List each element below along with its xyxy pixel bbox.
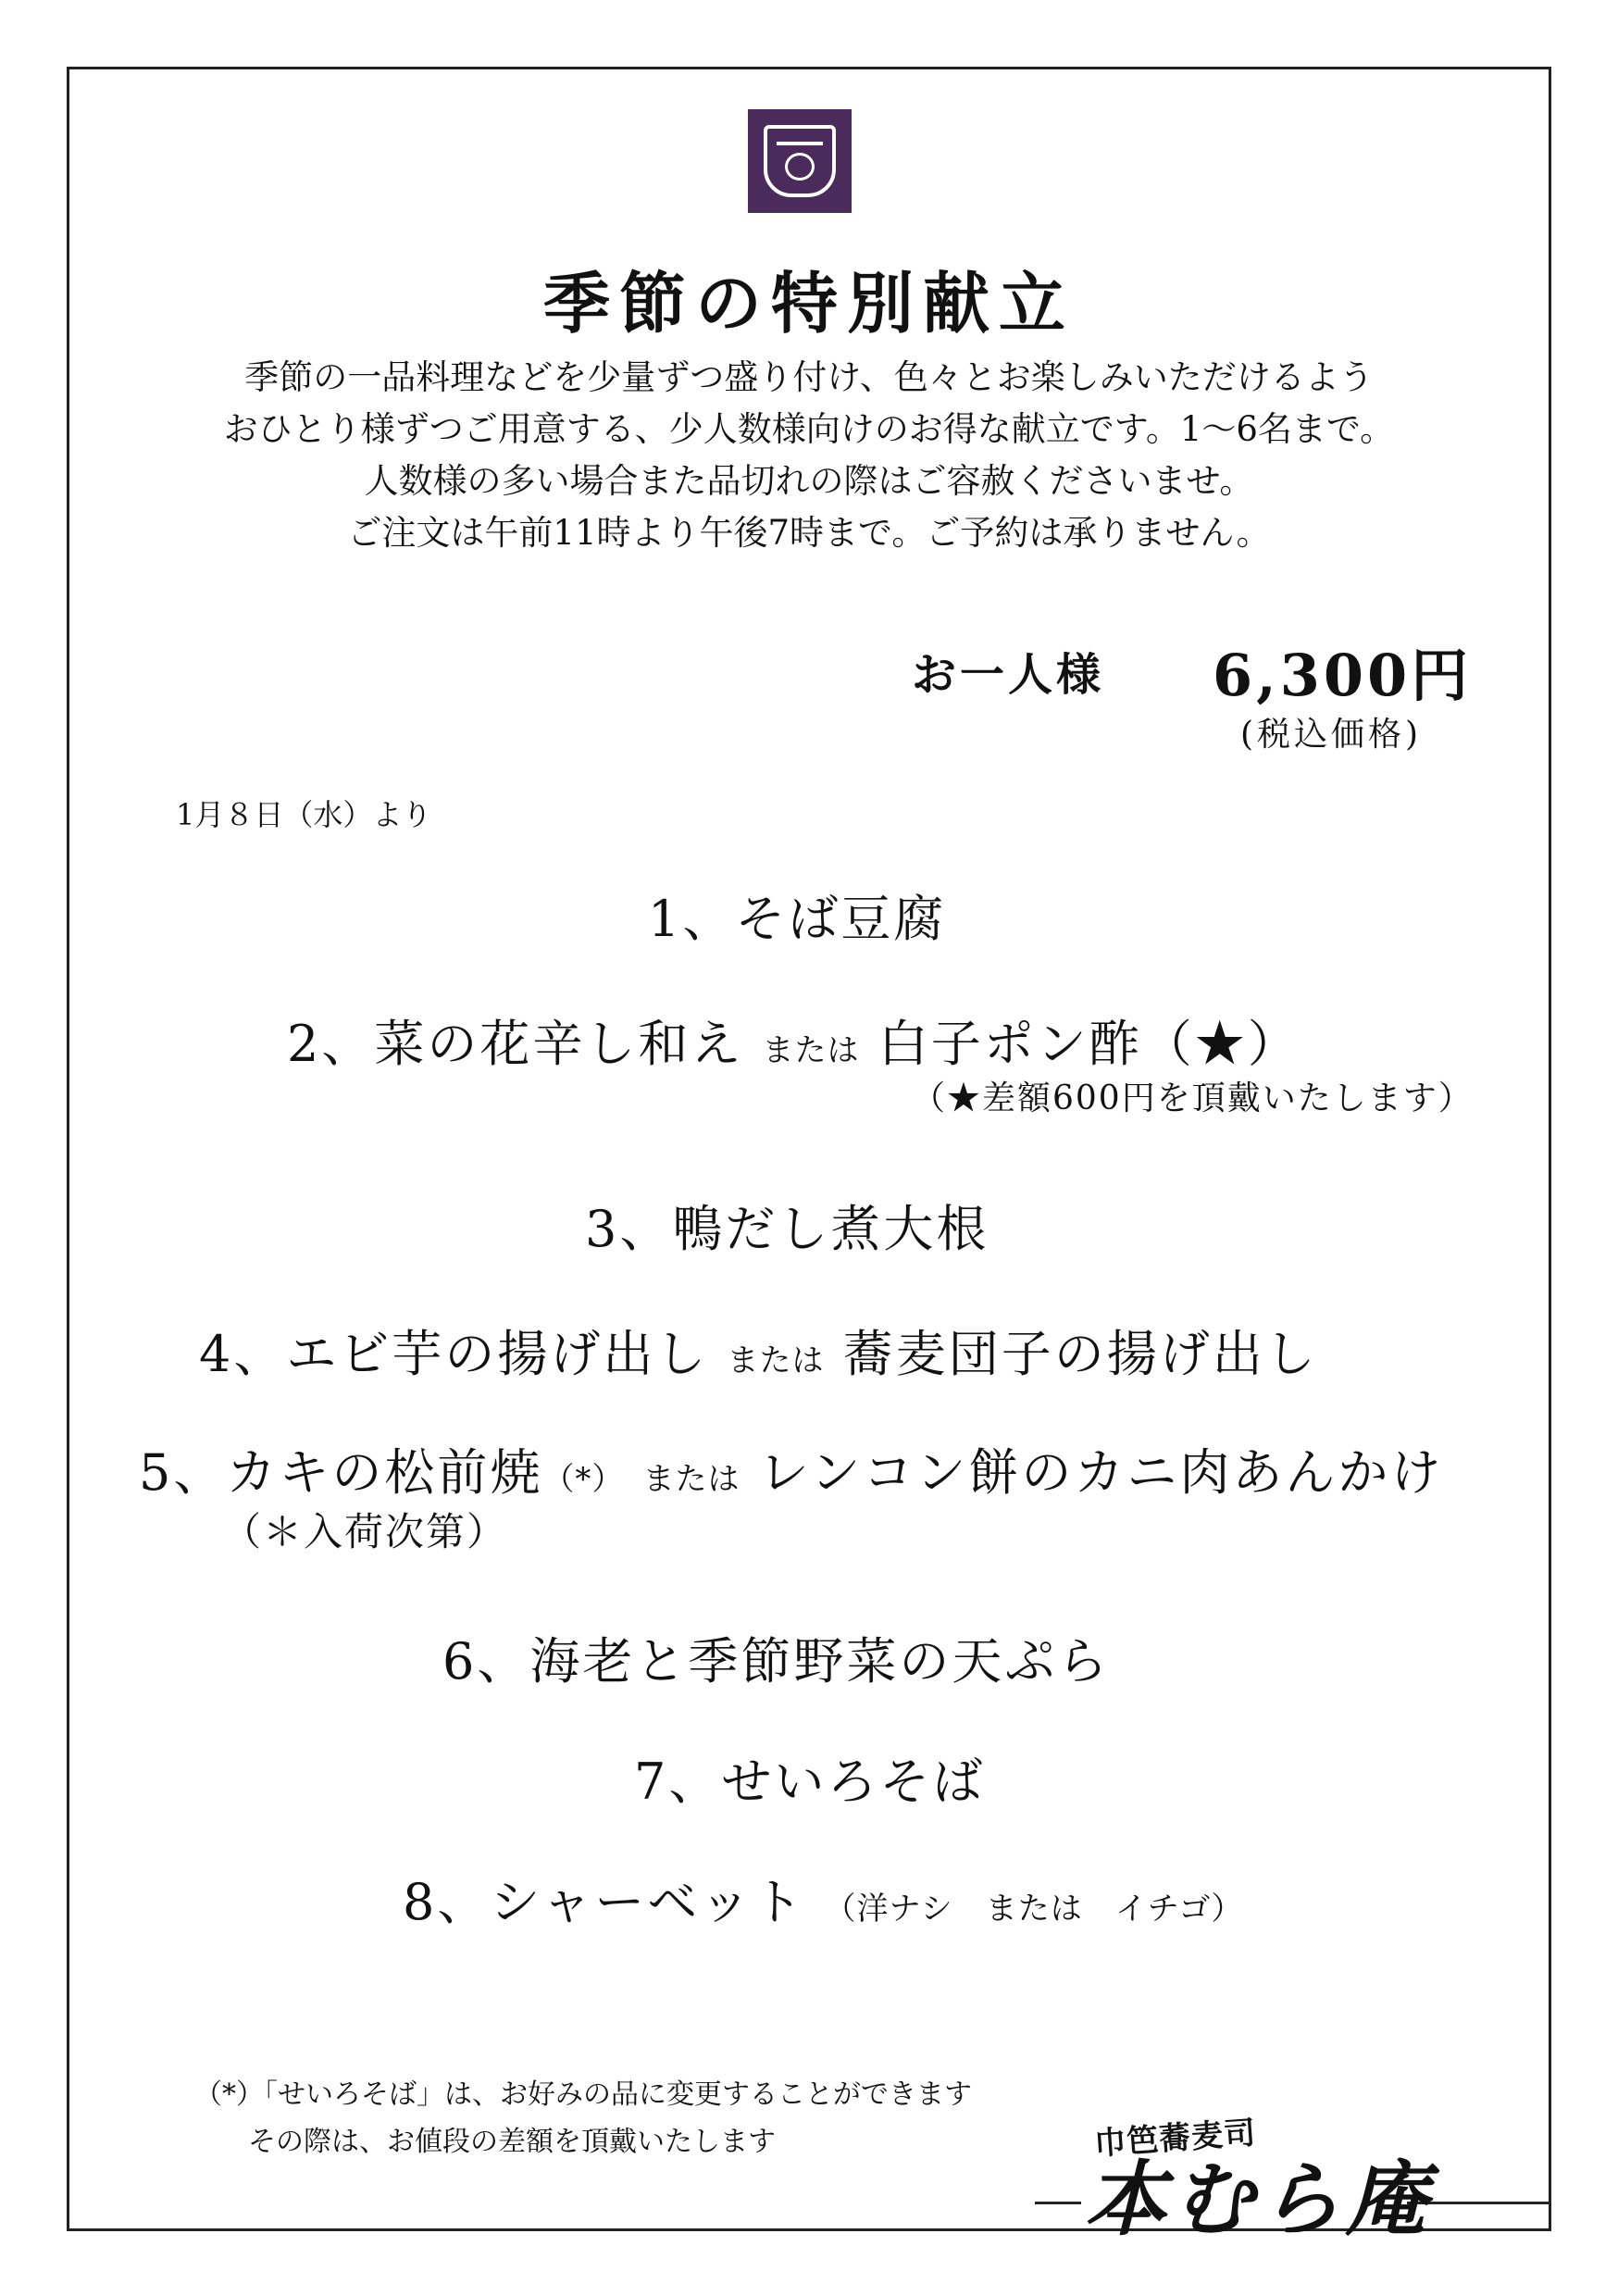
intro-line: ご注文は午前11時より午後7時まで。ご予約は承りません。	[347, 513, 1271, 553]
intro-line: 人数様の多い場合また品切れの際はご容赦くださいませ。	[364, 461, 1254, 501]
brand-logo: 本むら庵	[1085, 2151, 1434, 2247]
menu-item-text: 1、そば豆腐	[648, 890, 947, 948]
or-label: または	[727, 1342, 825, 1379]
menu-item-1	[648, 880, 946, 951]
menu-item-text: 5、カキの松前焼	[139, 1443, 543, 1502]
page-title: 季節の特別献立	[542, 264, 1075, 343]
menu-item-2-note: （★差額600円を頂戴いたします）	[912, 1079, 1474, 1117]
menu-item-text: 4、エビ芋の揚げ出し	[199, 1325, 709, 1383]
price-label: お一人様	[912, 649, 1105, 701]
or-label: または	[642, 1461, 741, 1498]
menu-item-alt: 蕎麦団子の揚げ出し	[842, 1325, 1318, 1383]
menu-item-text: 7、せいろそば	[634, 1753, 986, 1811]
footnote-line: （*）「せいろそば」は、お好みの品に変更することができます	[194, 2078, 972, 2111]
start-date: 1月８日（水）より	[176, 797, 432, 832]
or-label: または	[762, 1032, 860, 1069]
brand-subtitle: 巾笆蕎麦司	[1093, 2114, 1258, 2164]
menu-item-alt: 白子ポン酢（★）	[877, 1015, 1301, 1073]
price-tax-note: (税込価格)	[1240, 716, 1423, 754]
menu-item-text: 8、シャーベット	[403, 1873, 806, 1931]
menu-item-7	[634, 1742, 985, 1814]
menu-item-6	[442, 1622, 1110, 1693]
brand-rule-left	[1035, 2202, 1081, 2204]
menu-item-text: 2、菜の花辛し和え	[287, 1015, 744, 1073]
menu-item-3	[585, 1190, 989, 1261]
price-value: 6,300円	[1213, 642, 1473, 709]
intro-text	[0, 352, 1618, 559]
intro-line: 季節の一品料理などを少量ずつ盛り付け、色々とお楽しみいただけるよう	[244, 357, 1374, 397]
crest-logo	[748, 109, 852, 213]
footnote-line: その際は、お値段の差額を頂戴いたします	[248, 2126, 776, 2158]
menu-item-2	[287, 1004, 1301, 1076]
menu-item-text: 6、海老と季節野菜の天ぷら	[442, 1632, 1111, 1691]
mark-label: （*）	[542, 1461, 625, 1498]
menu-item-text: 3、鴨だし煮大根	[585, 1200, 989, 1258]
menu-item-5	[139, 1433, 1443, 1504]
menu-item-5-note: （＊入荷次第）	[222, 1509, 508, 1554]
intro-line: おひとり様ずつご用意する、少人数様向けのお得な献立です。1〜6名まで。	[223, 409, 1395, 449]
menu-item-alt: レンコン餅のカニ肉あんかけ	[758, 1443, 1444, 1502]
menu-item-detail: （洋ナシ または イチゴ）	[824, 1890, 1244, 1928]
crest-icon	[764, 125, 836, 197]
menu-item-8	[403, 1863, 1243, 1934]
menu-item-4	[199, 1315, 1318, 1386]
